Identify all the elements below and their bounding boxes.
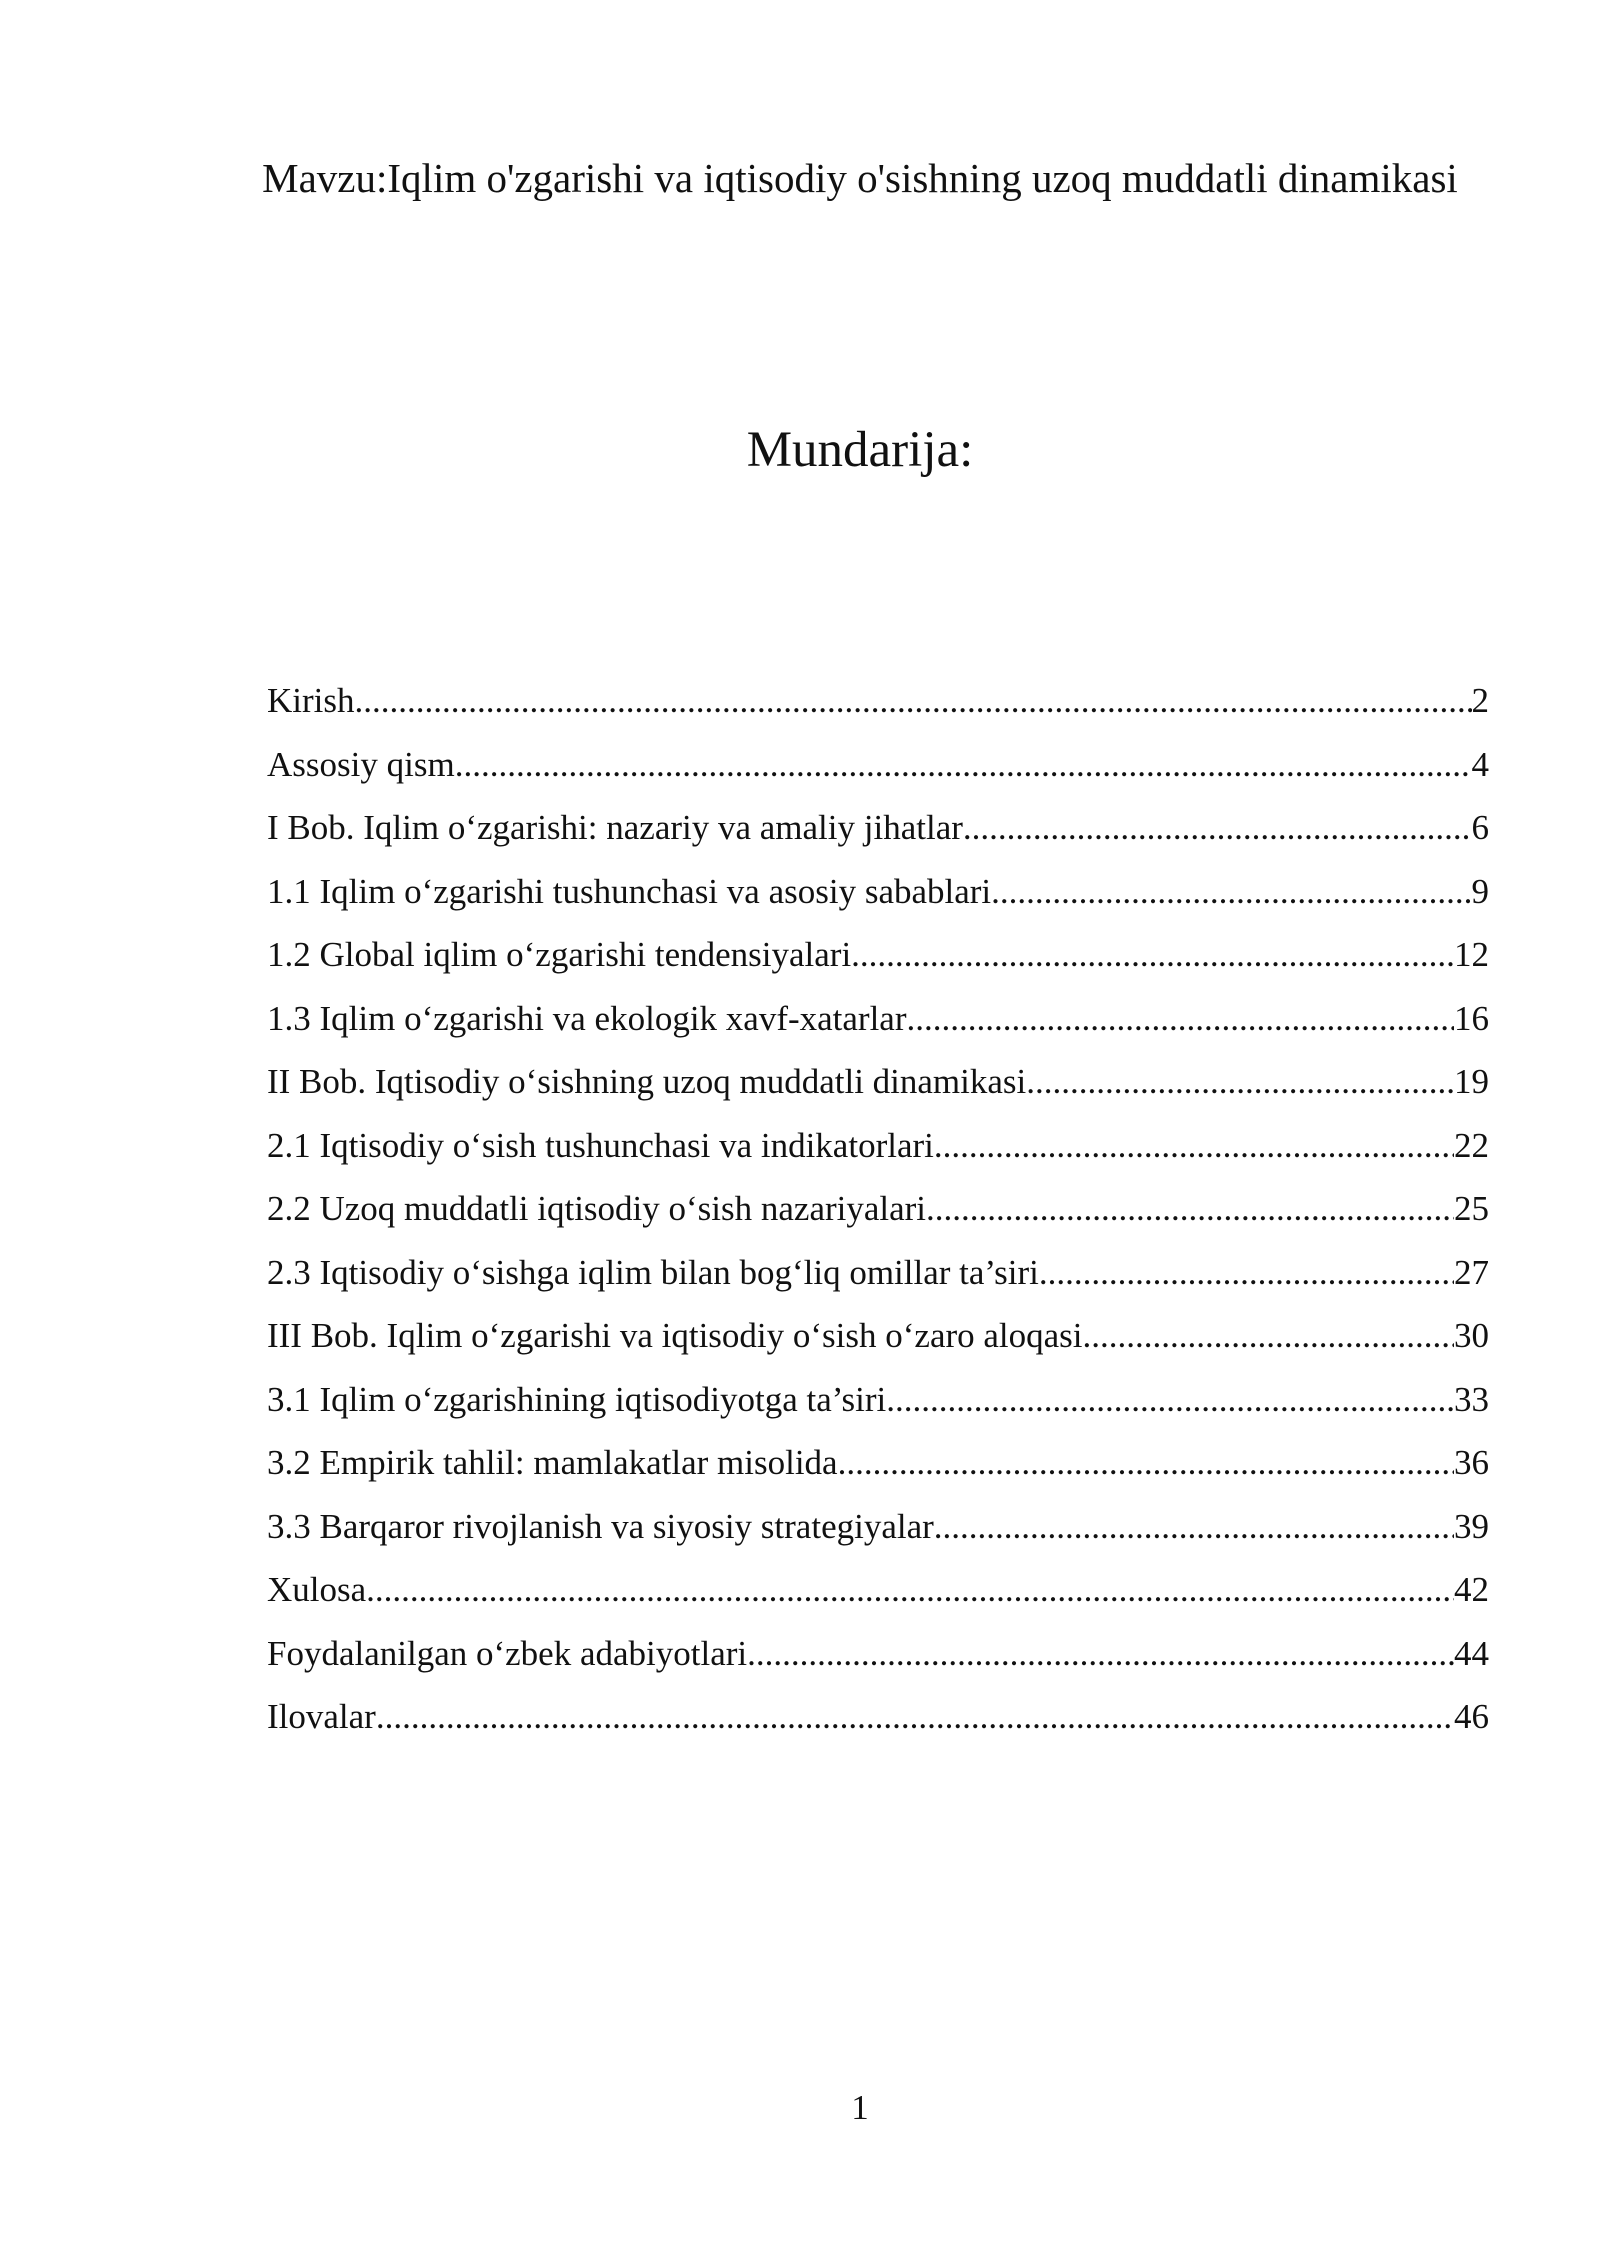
toc-dot-leader (838, 1431, 1454, 1495)
toc-entry-page: 4 (1471, 744, 1489, 784)
toc-entry-page: 16 (1454, 998, 1489, 1038)
toc-dot-leader (1026, 1050, 1454, 1114)
toc-entry[interactable] (267, 1050, 1489, 1114)
toc-entry[interactable] (267, 796, 1489, 860)
toc-entry-label: Assosiy qism (267, 744, 455, 784)
toc-entry[interactable] (267, 669, 1489, 733)
toc-entry-page: 2 (1471, 681, 1489, 720)
toc-entry-page: 30 (1454, 1316, 1489, 1355)
toc-entry[interactable] (267, 1368, 1489, 1432)
toc-entry-label: 1.2 Global iqlim o‘zgarishi tendensiyalari (267, 935, 852, 974)
toc-dot-leader (991, 860, 1471, 924)
toc-entry-page: 25 (1454, 1189, 1489, 1228)
toc-entry-page: 22 (1454, 1125, 1489, 1165)
toc-entry[interactable] (267, 1622, 1489, 1686)
page-number: 1 (851, 2088, 869, 2127)
toc-dot-leader (926, 1177, 1454, 1241)
toc-entry[interactable] (267, 1241, 1489, 1305)
toc-dot-leader (455, 733, 1472, 797)
document-topic: Mavzu:Iqlim o'zgarishi va iqtisodiy o'sishning uzoq muddatli dinamikasi (262, 155, 1458, 201)
toc-entry-page: 27 (1454, 1252, 1489, 1292)
toc-entry[interactable] (267, 987, 1489, 1051)
toc-entry-page: 6 (1471, 808, 1489, 847)
toc-entry-label: 3.3 Barqaror rivojlanish va siyosiy strategiyalar (267, 1506, 934, 1546)
toc-entry-label: Foydalanilgan o‘zbek adabiyotlari (267, 1633, 748, 1673)
toc-entry[interactable] (267, 860, 1489, 924)
toc-entry-page: 33 (1454, 1379, 1489, 1419)
toc-entry-label: Kirish (267, 681, 355, 720)
toc-dot-leader (963, 796, 1472, 860)
toc-entry[interactable] (267, 733, 1489, 797)
toc-dot-leader (907, 987, 1454, 1051)
toc-entry-page: 9 (1471, 871, 1489, 911)
toc-entry[interactable] (267, 1177, 1489, 1241)
toc-entry-label: 2.1 Iqtisodiy o‘sish tushunchasi va indikatorlari (267, 1125, 934, 1165)
toc-dot-leader (1039, 1241, 1454, 1305)
toc-entry-label: II Bob. Iqtisodiy o‘sishning uzoq muddatli dinamikasi (267, 1062, 1027, 1101)
toc-entry-label: 2.2 Uzoq muddatli iqtisodiy o‘sish nazariyalari (267, 1189, 927, 1228)
toc-entry-page: 42 (1454, 1570, 1489, 1609)
toc-dot-leader (886, 1368, 1454, 1432)
toc-entry[interactable] (267, 1304, 1489, 1368)
toc-entry-label: Xulosa (267, 1570, 367, 1609)
table-of-contents (267, 669, 1489, 1749)
toc-entry-page: 19 (1454, 1062, 1489, 1101)
toc-entry-page: 36 (1454, 1443, 1489, 1482)
toc-dot-leader (934, 1495, 1454, 1559)
toc-entry[interactable] (267, 1495, 1489, 1559)
toc-entry-label: 3.1 Iqlim o‘zgarishining iqtisodiyotga ta’siri (267, 1379, 887, 1419)
toc-entry[interactable] (267, 1558, 1489, 1622)
toc-dot-leader (747, 1622, 1454, 1686)
toc-entry-label: Ilovalar (267, 1697, 376, 1736)
toc-dot-leader (376, 1685, 1454, 1749)
toc-entry[interactable] (267, 1685, 1489, 1749)
toc-entry-page: 12 (1454, 935, 1489, 974)
toc-entry[interactable] (267, 1431, 1489, 1495)
toc-dot-leader (355, 669, 1472, 733)
toc-dot-leader (851, 923, 1454, 987)
toc-heading: Mundarija: (746, 422, 974, 478)
toc-entry[interactable] (267, 923, 1489, 987)
toc-entry-page: 44 (1454, 1633, 1489, 1673)
toc-entry-page: 39 (1454, 1506, 1489, 1546)
toc-dot-leader (934, 1114, 1454, 1178)
toc-entry-page: 46 (1454, 1697, 1489, 1736)
toc-dot-leader (366, 1558, 1454, 1622)
toc-entry-label: 3.2 Empirik tahlil: mamlakatlar misolida (267, 1443, 838, 1482)
toc-dot-leader (1083, 1304, 1454, 1368)
toc-entry-label: 2.3 Iqtisodiy o‘sishga iqlim bilan bog‘liq omillar ta’siri (267, 1252, 1039, 1292)
toc-entry-label: I Bob. Iqlim o‘zgarishi: nazariy va amaliy jihatlar (267, 808, 963, 847)
toc-entry-label: 1.1 Iqlim o‘zgarishi tushunchasi va asosiy sabablari (267, 871, 992, 911)
toc-entry[interactable] (267, 1114, 1489, 1178)
toc-entry-label: 1.3 Iqlim o‘zgarishi va ekologik xavf-xatarlar (267, 998, 907, 1038)
toc-entry-label: III Bob. Iqlim o‘zgarishi va iqtisodiy o‘sish o‘zaro aloqasi (267, 1316, 1083, 1355)
